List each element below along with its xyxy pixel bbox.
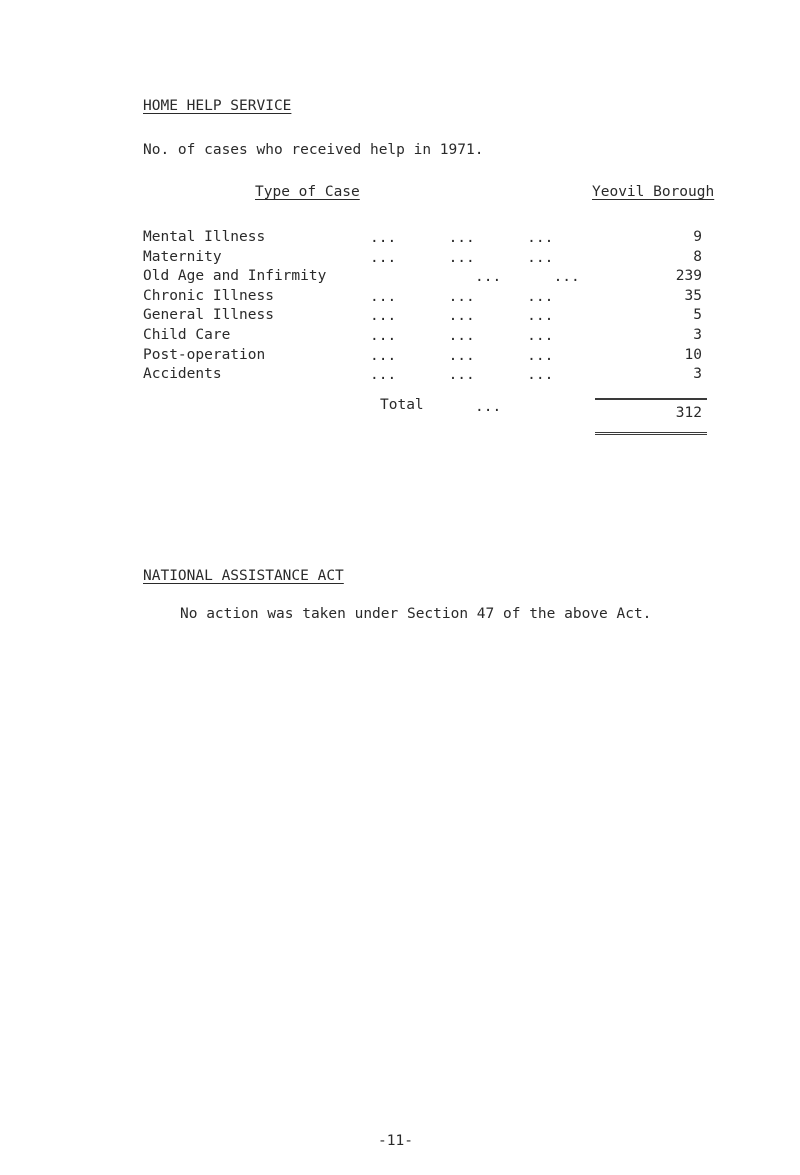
page-number: -11- [378, 1133, 413, 1149]
row-value: 5 [693, 307, 702, 323]
row-leader-dots: ... ... ... [370, 230, 554, 246]
row-label: Old Age and Infirmity [143, 268, 327, 284]
row-value: 239 [675, 268, 702, 284]
page-subheading: No. of cases who received help in 1971. [143, 142, 484, 158]
section2-heading: NATIONAL ASSISTANCE ACT [143, 568, 344, 584]
row-label: Post-operation [143, 347, 266, 363]
row-leader-dots: ... ... [475, 269, 580, 285]
row-label: Maternity [143, 249, 222, 265]
row-label: Chronic Illness [143, 288, 274, 304]
row-label: Mental Illness [143, 229, 266, 245]
total-value: 312 [675, 405, 702, 421]
row-value: 3 [693, 366, 702, 382]
row-leader-dots: ... ... ... [370, 250, 554, 266]
total-top-rule [595, 398, 707, 400]
row-leader-dots: ... ... ... [370, 308, 554, 324]
row-value: 3 [693, 327, 702, 343]
row-leader-dots: ... ... ... [370, 328, 554, 344]
row-value: 8 [693, 249, 702, 265]
row-leader-dots: ... ... ... [370, 289, 554, 305]
row-leader-dots: ... ... ... [370, 348, 554, 364]
row-value: 9 [693, 229, 702, 245]
section2-text: No action was taken under Section 47 of the above Act. [180, 606, 652, 622]
page-heading: HOME HELP SERVICE [143, 98, 292, 114]
row-label: Accidents [143, 366, 222, 382]
total-label: Total [380, 397, 424, 413]
row-leader-dots: ... ... ... [370, 367, 554, 383]
column-header-type: Type of Case [255, 184, 360, 200]
row-value: 10 [684, 347, 702, 363]
row-label: General Illness [143, 307, 274, 323]
row-value: 35 [684, 288, 702, 304]
row-label: Child Care [143, 327, 231, 343]
total-bottom-rule [595, 432, 707, 435]
total-dots: ... [475, 399, 502, 415]
column-header-area: Yeovil Borough [592, 184, 715, 200]
